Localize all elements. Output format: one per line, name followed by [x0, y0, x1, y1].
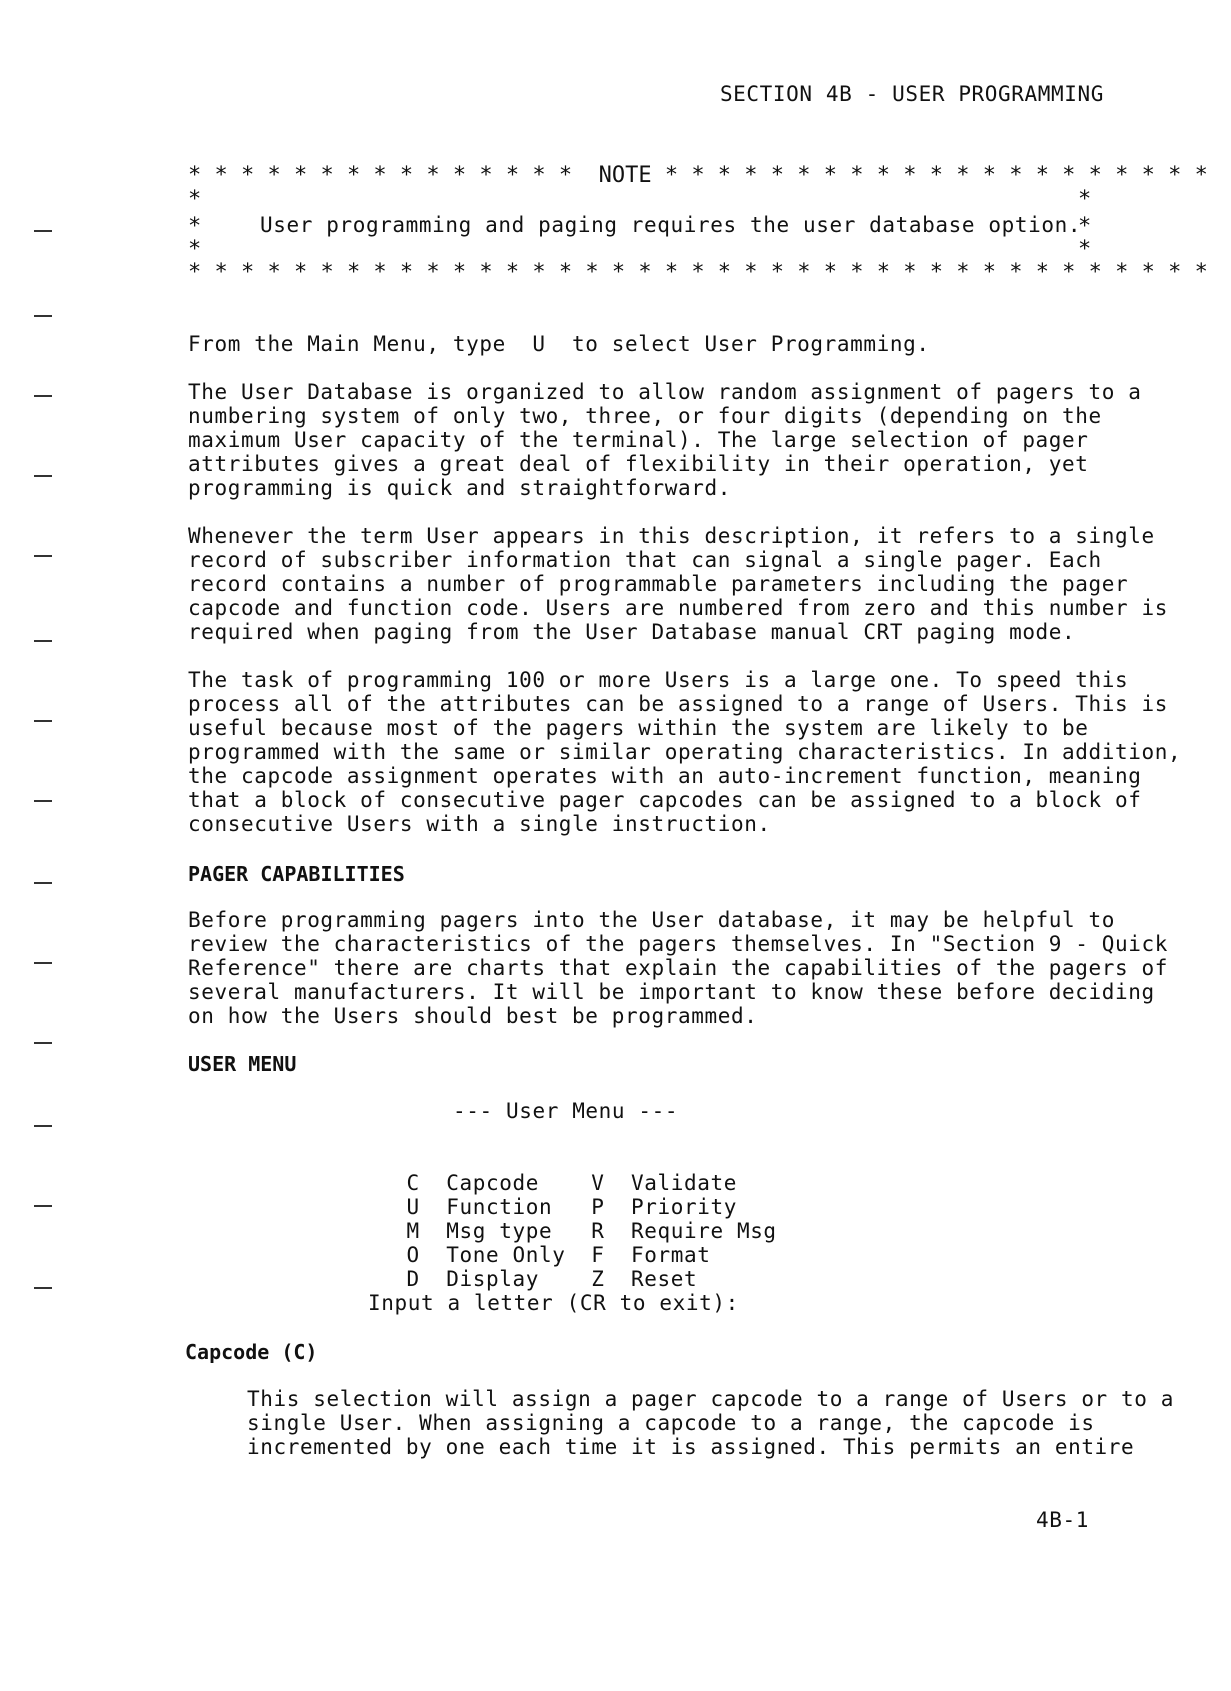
text-line: record of subscriber information that can signal a single pager. Each: [188, 548, 1102, 572]
margin-mark: [34, 1205, 52, 1207]
margin-mark: [34, 640, 52, 642]
margin-mark: [34, 395, 52, 397]
margin-mark: [34, 1042, 52, 1044]
menu-option: Validate: [631, 1171, 737, 1195]
heading-user-menu: USER MENU: [188, 1052, 297, 1076]
margin-mark: [34, 1125, 52, 1127]
text-line: The User Database is organized to allow random assignment of pagers to a: [188, 380, 1142, 404]
paragraph-capcode: [247, 1387, 1175, 1459]
text-line: The task of programming 100 or more Users is a large one. To speed this: [188, 668, 1129, 692]
margin-mark: [34, 1287, 52, 1289]
menu-key: O: [406, 1243, 420, 1267]
text-line: This selection will assign a pager capcode to a range of Users or to a: [247, 1387, 1175, 1411]
note-side-star: *: [188, 187, 202, 212]
note-side-star: *: [1078, 214, 1092, 239]
menu-key: C: [406, 1171, 420, 1195]
note-top-border: * * * * * * * * * * * * * * * NOTE * * * * * * * * * * * * * * * * * * * * *: [188, 163, 1208, 188]
page-number: 4B-1: [1036, 1508, 1089, 1532]
text-line: programmed with the same or similar operating characteristics. In addition,: [188, 740, 1182, 764]
menu-option: Function: [446, 1195, 553, 1219]
text-line: numbering system of only two, three, or four digits (depending on the: [188, 404, 1102, 428]
text-line: Whenever the term User appears in this description, it refers to a single: [188, 524, 1155, 548]
margin-mark: [34, 962, 52, 964]
text-line: review the characteristics of the pagers themselves. In "Section 9 - Quick: [188, 932, 1168, 956]
text-line: on how the Users should best be programmed.: [188, 1004, 758, 1028]
menu-option: Format: [631, 1243, 711, 1267]
section-header: SECTION 4B - USER PROGRAMMING: [719, 82, 1104, 106]
note-side-star: *: [188, 214, 202, 239]
margin-mark: [34, 800, 52, 802]
margin-mark: [34, 720, 52, 722]
margin-mark: [34, 475, 52, 477]
menu-key: V: [591, 1171, 605, 1195]
menu-key: R: [591, 1219, 605, 1243]
menu-key: Z: [591, 1267, 605, 1291]
menu-key: D: [406, 1267, 420, 1291]
margin-mark: [34, 315, 52, 317]
text-line: Reference" there are charts that explain the capabilities of the pagers of: [188, 956, 1168, 980]
paragraph-user-database: [188, 380, 1142, 500]
text-line: incremented by one each time it is assigned. This permits an entire: [247, 1435, 1135, 1459]
heading-pager-capabilities: PAGER CAPABILITIES: [188, 862, 405, 886]
menu-key: P: [591, 1195, 605, 1219]
text-line: process all of the attributes can be assigned to a range of Users. This is: [188, 692, 1168, 716]
text-line: record contains a number of programmable parameters including the pager: [188, 572, 1129, 596]
note-side-star: *: [1078, 237, 1092, 262]
note-text: User programming and paging requires the user database option.: [260, 213, 1082, 237]
menu-title: --- User Menu ---: [453, 1099, 679, 1123]
text-line: Before programming pagers into the User database, it may be helpful to: [188, 908, 1116, 932]
text-line: useful because most of the pagers within the system are likely to be: [188, 716, 1089, 740]
heading-capcode: Capcode (C): [185, 1340, 318, 1364]
text-line: attributes gives a great deal of flexibility in their operation, yet: [188, 452, 1089, 476]
menu-option: Display: [446, 1267, 539, 1291]
menu-key: F: [591, 1243, 605, 1267]
text-line: several manufacturers. It will be important to know these before deciding: [188, 980, 1155, 1004]
paragraph-user-term: [188, 524, 1168, 644]
margin-mark: [34, 555, 52, 557]
text-line: programming is quick and straightforward.: [188, 476, 731, 500]
menu-option: Tone Only: [446, 1243, 566, 1267]
text-line: capcode and function code. Users are numbered from zero and this number is: [188, 596, 1168, 620]
menu-option: Capcode: [446, 1171, 539, 1195]
paragraph-programming-task: [188, 668, 1182, 836]
note-bottom-border: * * * * * * * * * * * * * * * * * * * * * * * * * * * * * * * * * * * * * * *: [188, 260, 1208, 285]
text-line: maximum User capacity of the terminal). The large selection of pager: [188, 428, 1089, 452]
menu-option: Msg type: [446, 1219, 553, 1243]
paragraph-pager-capabilities: [188, 908, 1168, 1028]
text-line: the capcode assignment operates with an auto-increment function, meaning: [188, 764, 1142, 788]
text-line: single User. When assigning a capcode to a range, the capcode is: [247, 1411, 1095, 1435]
note-side-star: *: [188, 237, 202, 262]
menu-key: M: [406, 1219, 420, 1243]
note-side-star: *: [1078, 187, 1092, 212]
text-line: that a block of consecutive pager capcodes can be assigned to a block of: [188, 788, 1142, 812]
menu-key: U: [406, 1195, 420, 1219]
menu-option: Reset: [631, 1267, 698, 1291]
menu-option: Priority: [631, 1195, 737, 1219]
text-line: consecutive Users with a single instruction.: [188, 812, 771, 836]
margin-mark: [34, 882, 52, 884]
intro-text: From the Main Menu, type U to select User Programming.: [188, 332, 930, 356]
menu-option: Require Msg: [631, 1219, 777, 1243]
menu-prompt: Input a letter (CR to exit):: [368, 1291, 739, 1315]
menu-row: [380, 1243, 697, 1291]
margin-mark: [34, 230, 52, 232]
text-line: required when paging from the User Database manual CRT paging mode.: [188, 620, 1076, 644]
